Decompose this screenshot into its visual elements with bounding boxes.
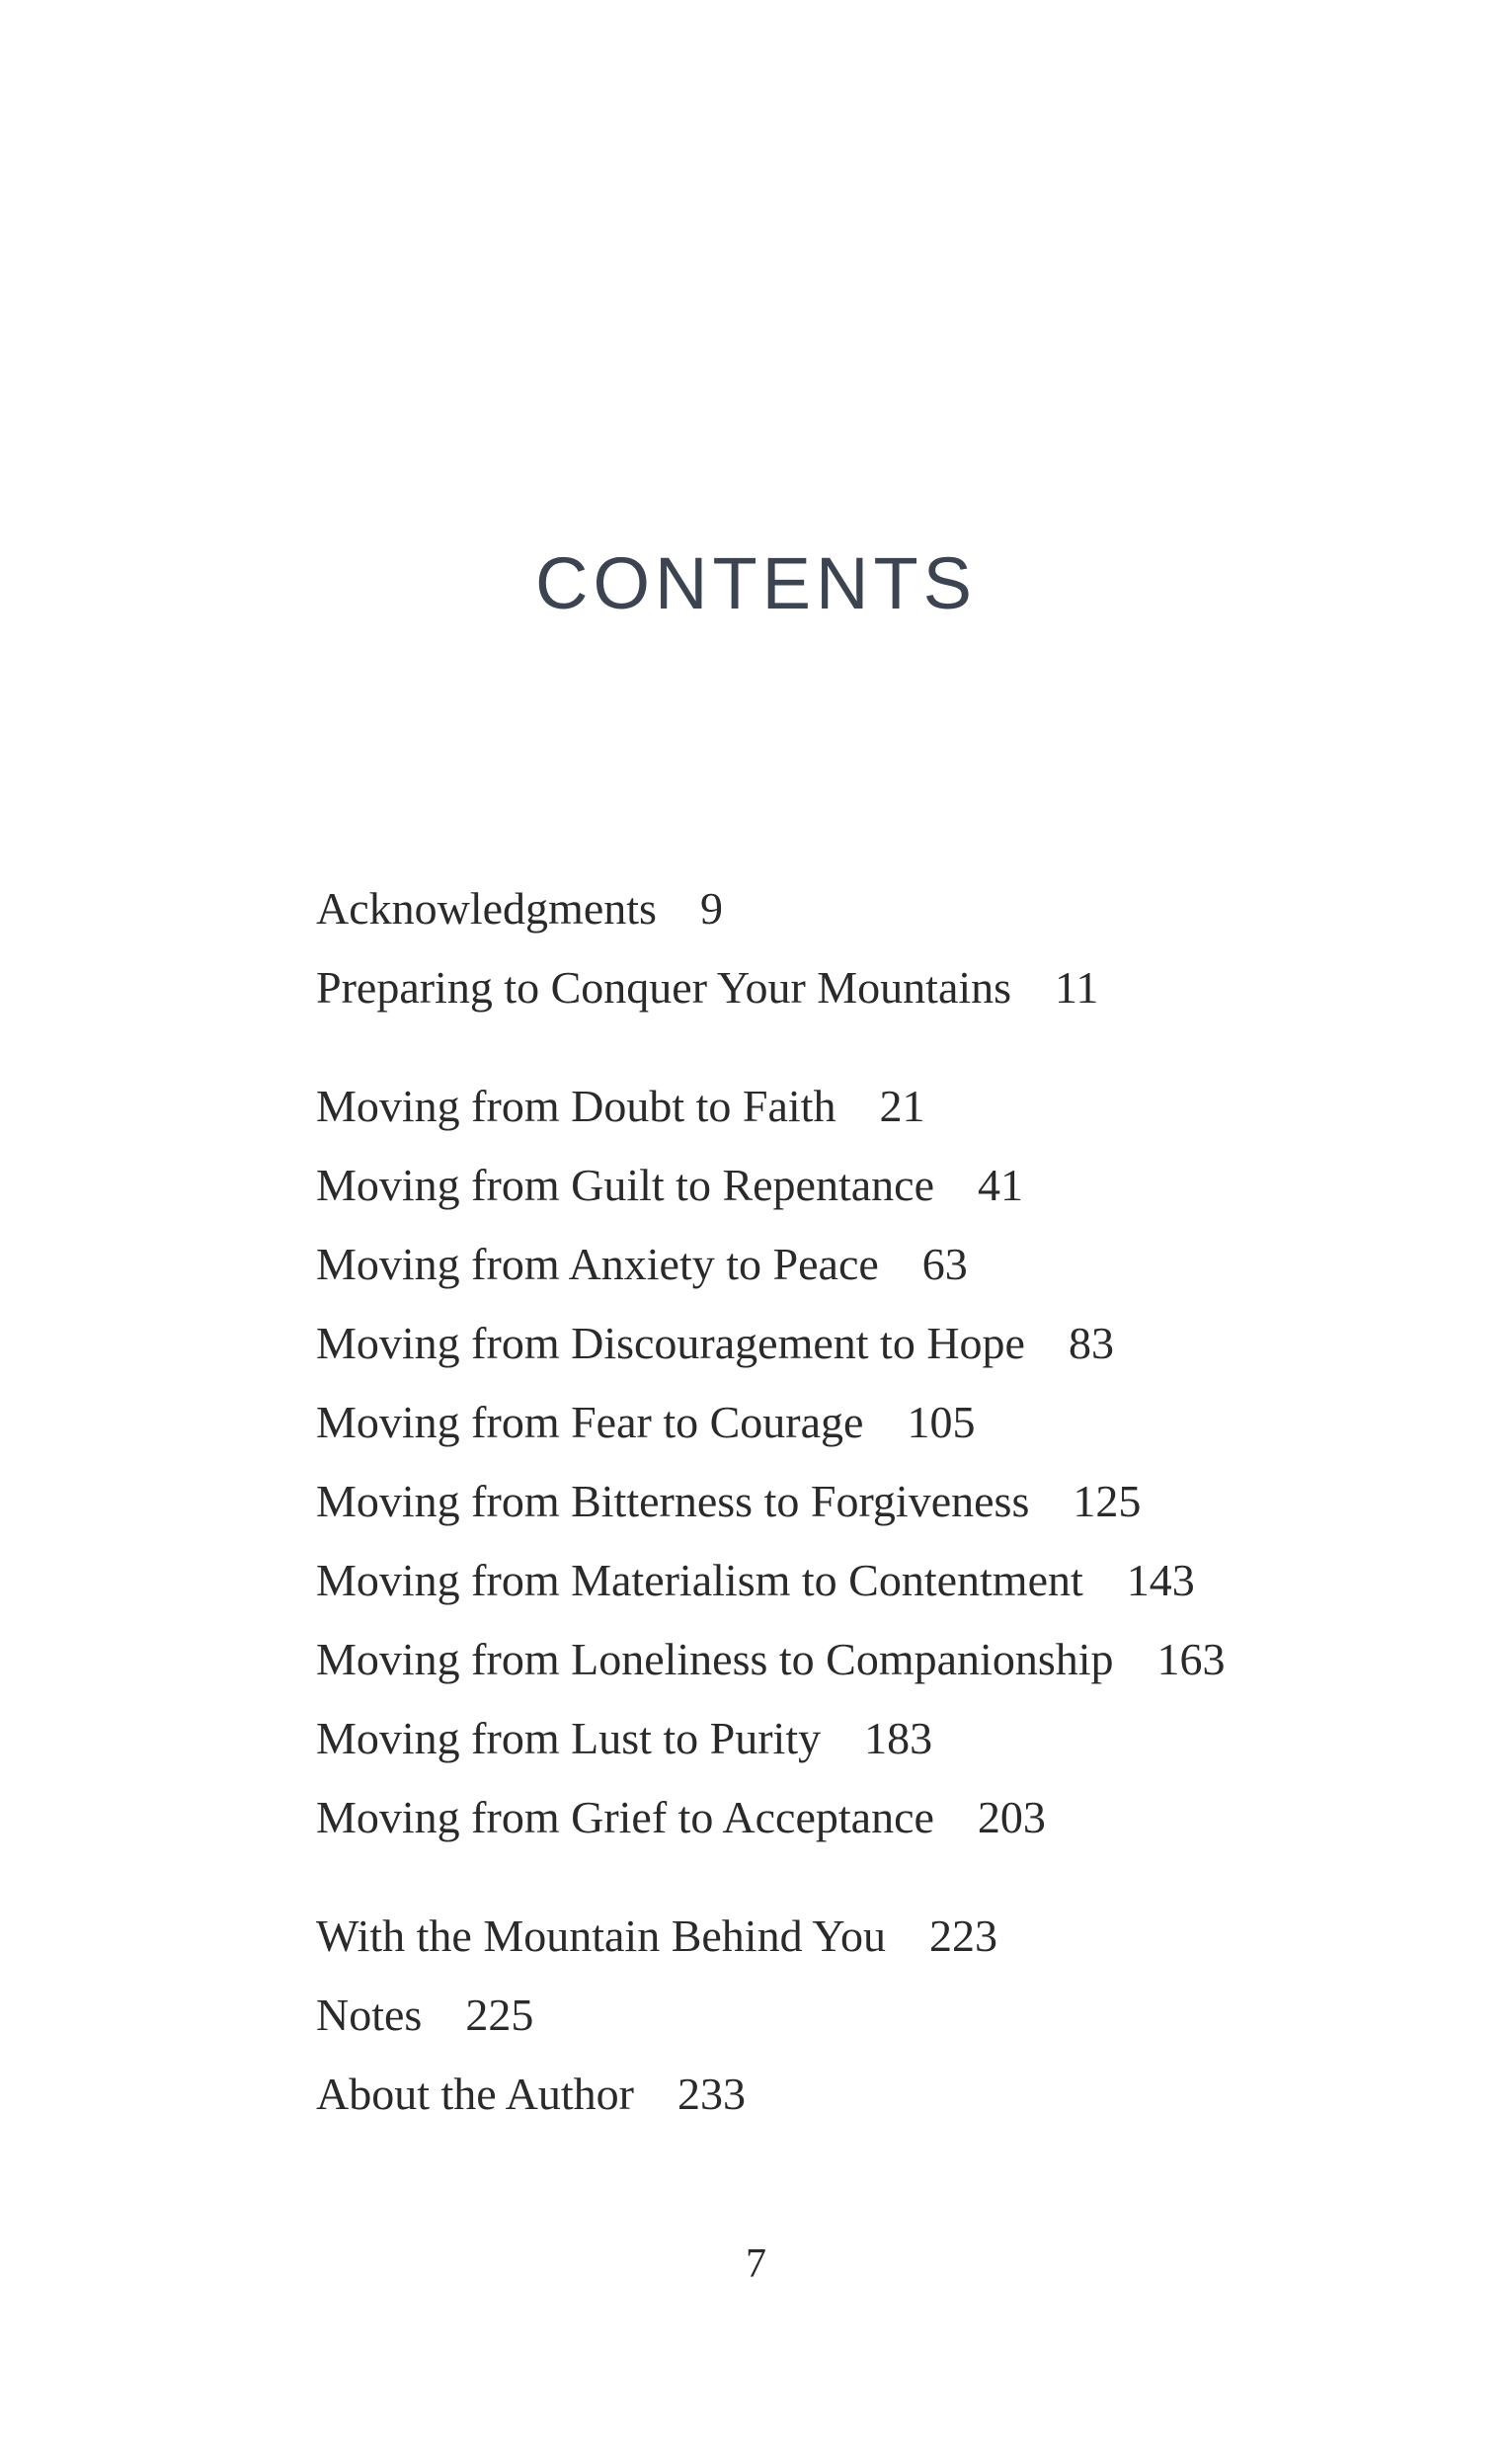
- toc-entry-page: 143: [1126, 1555, 1195, 1605]
- toc-entry-page: 63: [921, 1239, 968, 1289]
- toc-entry-page: 203: [977, 1792, 1046, 1842]
- toc-entry-title: With the Mountain Behind You: [316, 1911, 886, 1961]
- toc-entry-title: Moving from Materialism to Contentment: [316, 1555, 1083, 1605]
- toc-entry-title: Moving from Discouragement to Hope: [316, 1318, 1025, 1368]
- toc-entry-title: Acknowledgments: [316, 883, 657, 934]
- toc-entry-page: 105: [907, 1397, 976, 1447]
- toc-entry-page: 41: [978, 1160, 1023, 1210]
- toc-entry-page: 83: [1068, 1318, 1114, 1368]
- toc-entry-title: About the Author: [316, 2069, 634, 2119]
- toc-entry-page: 163: [1156, 1634, 1226, 1684]
- page-number: 7: [746, 2241, 766, 2287]
- toc-entry-title: Moving from Doubt to Faith: [316, 1081, 836, 1131]
- toc-entry-title: Moving from Lust to Purity: [316, 1713, 822, 1763]
- toc-entry-page: 223: [929, 1911, 997, 1961]
- toc-entry-page: 125: [1073, 1476, 1142, 1526]
- toc-entry-page: 9: [699, 883, 723, 934]
- toc-entry-page: 233: [676, 2069, 746, 2119]
- toc-entry-title: Notes: [316, 1990, 423, 2040]
- toc-entry-title: Moving from Bitterness to Forgiveness: [316, 1476, 1030, 1526]
- toc-entry-page: 11: [1055, 962, 1099, 1013]
- toc-entry-title: Moving from Grief to Acceptance: [316, 1792, 934, 1842]
- toc-entry-title: Moving from Loneliness to Companionship: [316, 1634, 1114, 1684]
- toc-entry-title: Moving from Anxiety to Peace: [316, 1239, 879, 1289]
- toc-entry-page: 183: [864, 1713, 933, 1763]
- contents-heading: CONTENTS: [535, 542, 977, 624]
- toc-entry-title: Preparing to Conquer Your Mountains: [316, 962, 1012, 1013]
- toc-entry-page: 21: [879, 1081, 925, 1131]
- toc-entry-title: Moving from Guilt to Repentance: [316, 1160, 934, 1210]
- toc-entry-title: Moving from Fear to Courage: [316, 1397, 864, 1447]
- toc-entry-page: 225: [465, 1990, 534, 2040]
